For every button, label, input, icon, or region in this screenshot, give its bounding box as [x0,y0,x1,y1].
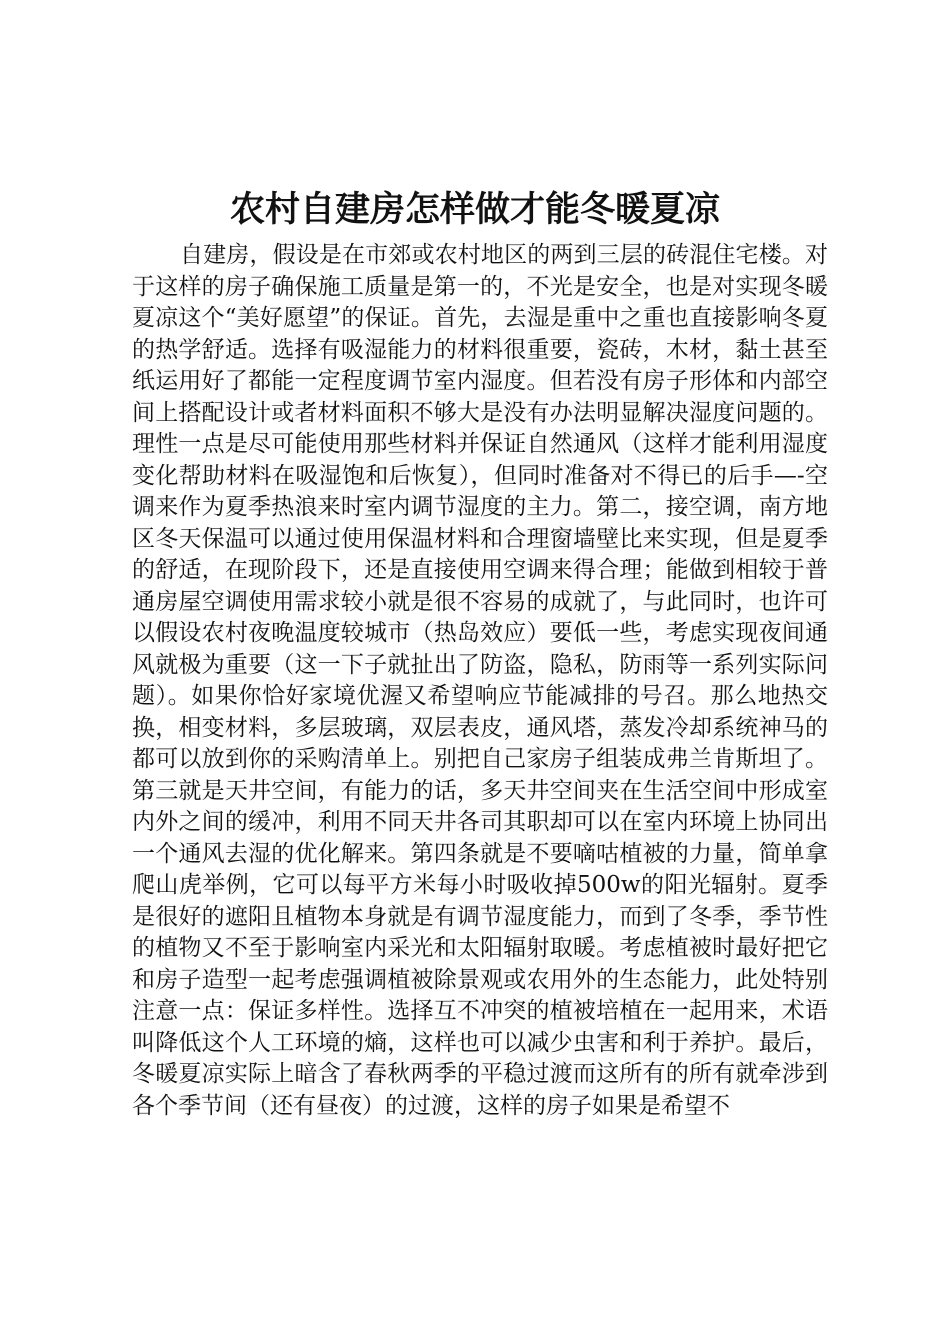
document-body-paragraph: 自建房，假设是在市郊或农村地区的两到三层的砖混住宅楼。对于这样的房子确保施工质量是第一的，不光是安全，也是对实现冬暖夏凉这个“美好愿望”的保证。首先，去湿是重中之重也直接影响冬夏的热学舒适。选择有吸湿能力的材料很重要，瓷砖，木材，黏土甚至纸运用好了都能一定程度调节室内湿度。但若没有房子形体和内部空间上搭配设计或者材料面积不够大是没有办法明显解决湿度问题的。理性一点是尽可能使用那些材料并保证自然通风（这样才能利用湿度变化帮助材料在吸湿饱和后恢复），但同时准备对不得已的后手—-空调来作为夏季热浪来时室内调节湿度的主力。第二，接空调，南方地区冬天保温可以通过使用保温材料和合理窗墙壁比来实现，但是夏季的舒适，在现阶段下，还是直接使用空调来得合理；能做到相较于普通房屋空调使用需求较小就是很不容易的成就了，与此同时，也许可以假设农村夜晚温度较城市（热岛效应）要低一些，考虑实现夜间通风就极为重要（这一下子就扯出了防盗，隐私，防雨等一系列实际问题）。如果你恰好家境优渥又希望响应节能减排的号召。那么地热交换，相变材料，多层玻璃，双层表皮，通风塔，蒸发冷却系统神马的都可以放到你的采购清单上。别把自己家房子组装成弗兰肯斯坦了。第三就是天井空间，有能力的话，多天井空间夹在生活空间中形成室内外之间的缓冲，利用不同天井各司其职却可以在室内环境上协同出一个通风去湿的优化解来。第四条就是不要嘀咕植被的力量，简单拿爬山虎举例，它可以每平方米每小时吸收掉500w的阳光辐射。夏季是很好的遮阳且植物本身就是有调节湿度能力，而到了冬季，季节性的植物又不至于影响室内采光和太阳辐射取暖。考虑植被时最好把它和房子造型一起考虑强调植被除景观或农用外的生态能力，此处特别注意一点：保证多样性。选择互不冲突的植被培植在一起用来，术语叫降低这个人工环境的熵，这样也可以减少虫害和利于养护。最后，冬暖夏凉实际上暗含了春秋两季的平稳过渡而这所有的所有就牵涉到各个季节间（还有昼夜）的过渡，这样的房子如果是希望不 [132,242,828,1119]
document-title: 农村自建房怎样做才能冬暖夏凉 [229,189,720,230]
